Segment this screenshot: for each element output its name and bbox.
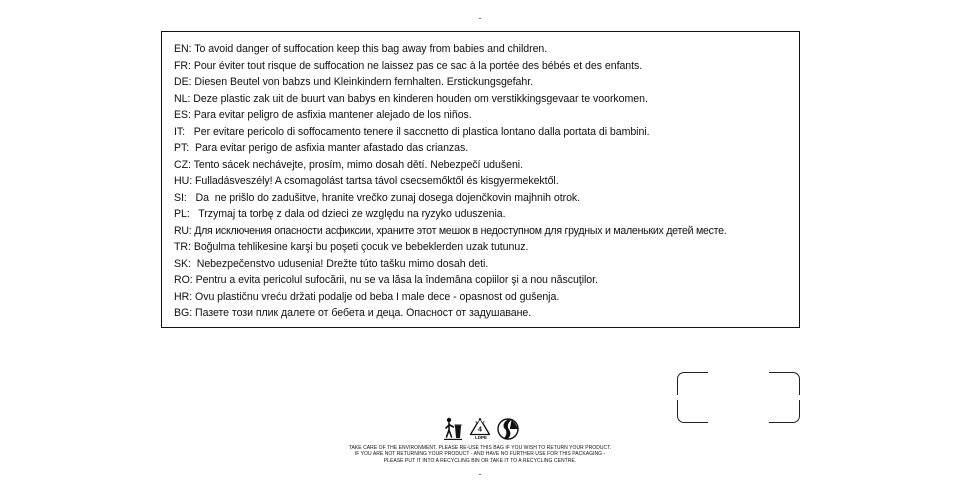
warning-text: Para evitar peligro de asfixia mantener alejado de los niños.	[190, 109, 472, 121]
language-code: EN:	[174, 43, 192, 55]
warning-line-nl	[174, 91, 799, 108]
warning-text: Fulladásveszély! A csomagolást tartsa távol csecsemőktől és kisgyermekektől.	[192, 175, 559, 187]
warning-text: Trzymaj ta torbę z dala od dzieci ze względu na ryzyko uduszenia.	[189, 208, 506, 220]
green-dot-icon	[497, 418, 519, 440]
language-code: IT:	[174, 125, 186, 138]
language-code: SK:	[174, 257, 191, 270]
language-code: HU:	[174, 175, 193, 187]
warning-line-ru	[174, 223, 799, 240]
warning-text: Boğulma tehlikesine karşi bu poşeti çocuk ve bebeklerden uzak tutunuz.	[190, 241, 529, 253]
language-code: NL:	[174, 92, 191, 105]
warning-line-pt	[174, 140, 799, 157]
language-code: SI:	[174, 191, 187, 204]
crop-mark-bottom-right	[769, 400, 800, 423]
environment-notice	[300, 445, 660, 464]
language-code: RO:	[174, 274, 193, 286]
crop-mark-bottom-left	[677, 400, 708, 423]
language-code: RU:	[174, 224, 192, 237]
warning-text: Nebezpečenstvo udusenia! Drežte túto tašku mimo dosah deti.	[190, 257, 489, 270]
language-code: ES:	[174, 109, 191, 121]
warning-line-si	[174, 190, 799, 207]
language-code: PT:	[174, 142, 190, 154]
recycle-number: 4	[478, 426, 482, 434]
warning-text: Пазете този плик далете от бебета и деца. Опасност от задушаване.	[192, 307, 532, 319]
environment-notice-line: PLEASE PUT IT INTO A RECYCLING BIN OR TAKE IT TO A RECYCLING CENTRE.	[383, 457, 577, 464]
warning-line-pl	[174, 206, 799, 223]
language-code: HR:	[174, 290, 193, 303]
language-code: FR:	[174, 59, 191, 72]
tidy-man-icon	[443, 417, 463, 441]
warning-line-en	[174, 41, 799, 58]
warning-line-fr	[174, 58, 799, 75]
environment-symbols	[443, 417, 519, 443]
recycle-4-icon	[469, 417, 491, 437]
warning-line-hr	[174, 289, 799, 306]
warning-line-cz	[174, 157, 799, 174]
language-code: PL:	[174, 208, 190, 220]
warning-line-tr	[174, 239, 799, 256]
warning-text: To avoid danger of suffocation keep this bag away from babies and children.	[191, 43, 548, 55]
warning-line-hu	[174, 173, 799, 190]
warning-text: Tento sácek nechávejte, prosím, mimo dosah dětí. Nebezpečí udušeni.	[190, 158, 523, 171]
warning-text: Pour éviter tout risque de suffocation ne laissez pas ce sac à la portée des bébés et des enfants.	[190, 59, 643, 72]
warning-text: Per evitare pericolo di soffocamento tenere il saccnetto di plastica lontano dalla portata di bambini.	[185, 125, 650, 138]
warning-text: Deze plastic zak uit de buurt van babys en kinderen houden om verstikkingsgevaar te voorkomen.	[190, 92, 648, 105]
suffocation-warning-box	[161, 31, 800, 328]
warning-text: Para evitar perigo de asfixia manter afastado das crianzas.	[189, 142, 469, 154]
top-registration-tick	[479, 18, 481, 19]
bottom-registration-tick	[479, 474, 481, 475]
language-code: CZ:	[174, 158, 191, 171]
language-code: DE:	[174, 76, 192, 88]
warning-line-de	[174, 74, 799, 91]
recycle-material-label: LDPE	[475, 435, 488, 440]
warning-line-es	[174, 107, 799, 124]
warning-text: Для исключения опасности асфиксии, храните этот мешок в недоступном для грудных и маленьких детей месте.	[191, 224, 727, 237]
warning-text: Pentru a evita pericolul sufocării, nu se va lăsa la îndemâna copiilor şi a nou născuţilor.	[192, 274, 598, 286]
environment-notice-line: TAKE CARE OF THE ENVIRONMENT. PLEASE RE-USE THIS BAG IF YOU WISH TO RETURN YOUR PRODUCT.	[348, 445, 612, 451]
warning-text: Da ne prišlo do zadušitve, hranite vrečko zunaj dosega dojenčkovin majhnih otrok.	[186, 191, 581, 204]
warning-line-ro	[174, 272, 799, 289]
warning-line-sk	[174, 256, 799, 273]
crop-mark-top-left	[677, 372, 708, 395]
warning-line-it	[174, 124, 799, 141]
crop-mark-top-right	[769, 372, 800, 395]
environment-notice-line: IF YOU ARE NOT RETURNING YOUR PRODUCT - AND HAVE NO FURTHER USE FOR THIS PACKAGING -	[354, 451, 606, 458]
language-code: BG:	[174, 307, 193, 319]
warning-text: Diesen Beutel von babzs und Kleinkindern fernhalten. Erstickungsgefahr.	[191, 76, 534, 88]
warning-text: Ovu plastičnu vreću držati podalje od beba I male dece - opasnost od gušenja.	[192, 290, 560, 303]
language-code: TR:	[174, 241, 191, 253]
warning-line-bg	[174, 305, 799, 322]
